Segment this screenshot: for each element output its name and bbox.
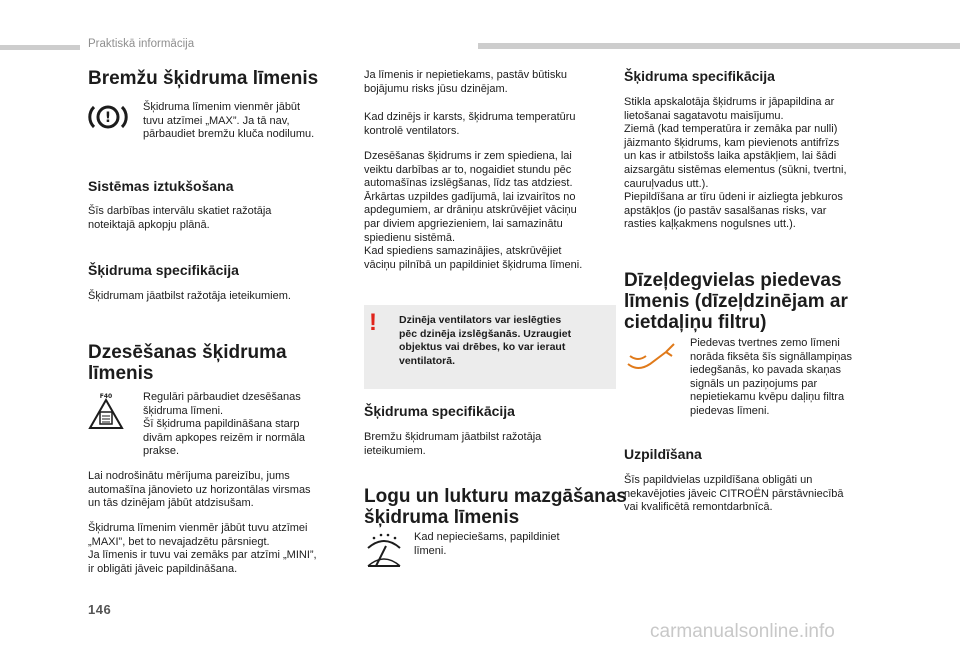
- washer-fluid-icon: [364, 532, 404, 572]
- drain-title: Sistēmas iztukšošana: [88, 178, 234, 194]
- washer-spec-title: Šķidruma specifikācija: [624, 68, 775, 84]
- brake-fluid-text: Šķidruma līmenim vienmēr jābūt tuvu atzīmei „MAX”. Ja tā nav, pārbaudiet bremžu kluča nodilumu.: [143, 101, 315, 141]
- brake-spec-text-2: Bremžu šķidrumam jāatbilst ražotāja ieteikumiem.: [364, 431, 542, 457]
- brake-fluid-title: Bremžu šķidruma līmenis: [88, 68, 319, 89]
- brake-warning-icon: [88, 100, 128, 134]
- header-bar-right: [478, 43, 960, 49]
- svg-text:F40: F40: [99, 393, 113, 400]
- warning-icon: !: [369, 309, 377, 336]
- coolant-paragraph-2: Šķidruma līmenim vienmēr jābūt tuvu atzīmei „MAXI”, bet to nevajadzētu pārsniegt. Ja līmenis ir tuvu vai zemāks par atzīmi „MINI”, ir obligāti jāveic papildināšana.: [88, 522, 317, 575]
- diesel-additive-title: Dīzeļdegvielas piedevas līmenis (dīzeļdzinējam ar cietdaļiņu filtru): [624, 270, 848, 333]
- brake-spec-text: Šķidrumam jāatbilst ražotāja ieteikumiem.: [88, 290, 291, 302]
- coolant-title: Dzesēšanas šķidruma līmenis: [88, 342, 287, 384]
- drain-text: Šīs darbības intervālu skatiet ražotāja noteiktajā apkopju plānā.: [88, 205, 272, 231]
- coolant-pressure-text: Dzesēšanas šķidrums ir zem spiediena, lai veiktu darbības ar to, nogaidiet stundu pēc automašīnas izslēgšanas, līdz tas atdziest. Ārkārtas uzpildes gadījumā, lai izvairītos no apdegumiem, ar drāniņu atskrūvējiet vāciņu par diviem apgriezieniem, lai samazinātu spiedienu sistēmā. Kad spiediens samazinājies, atskrūvējiet vāciņu pilnībā un papildiniet šķidruma līmeni.: [364, 150, 583, 271]
- section-header: Praktiskā informācija: [88, 38, 195, 50]
- diesel-additive-text: Piedevas tvertnes zemo līmeni norāda fiksēta šīs signāllampiņas iedegšanās, ko pavada skaņas signāls un paziņojums par nepietiekamu kvēpu daļiņu filtra piedevas līmeni.: [690, 337, 853, 417]
- refill-title: Uzpildīšana: [624, 446, 702, 462]
- watermark: carmanualsonline.info: [650, 621, 835, 642]
- coolant-warning-icon: [86, 392, 126, 434]
- washer-spec-text: Stikla apskalotāja šķidrums ir jāpapildina ar lietošanai sagatavotu maisījumu. Ziemā (kad temperatūra ir zemāka par nulli) jāizmanto šķidrums, kam pievienots antifrīzs un kas ir atbilstošs laika apstākļiem, lai šādi aizsargātu sistēmas elementus (sūkni, tvertni, cauruļvadus utt.). Piepildīšana ar tīru ūdeni ir aizliegta jebkuros apstākļos (jo pastāv sasalšanas risks, var rasties kaļķakmens nogulsnes utt.).: [624, 96, 847, 231]
- coolant-hot-text: Kad dzinējs ir karsts, šķidruma temperatūru kontrolē ventilators.: [364, 111, 576, 137]
- brake-spec-title: Šķidruma specifikācija: [88, 262, 239, 278]
- coolant-low-text: Ja līmenis ir nepietiekams, pastāv būtisku bojājumu risks jūsu dzinējam.: [364, 69, 567, 95]
- diesel-additive-icon: [624, 338, 678, 378]
- page-number: 146: [88, 602, 112, 617]
- header-bar-left: [0, 45, 80, 50]
- coolant-icon-text: Regulāri pārbaudiet dzesēšanas šķidruma līmeni. Šī šķidruma papildināšana starp divām apkopes reizēm ir normāla prakse.: [143, 391, 306, 458]
- coolant-paragraph-1: Lai nodrošinātu mērījuma pareizību, jums automašīna jānovieto uz horizontālas virsmas un tās dzinējam jābūt atdzisušam.: [88, 470, 311, 510]
- washer-fluid-text: Kad nepieciešams, papildiniet līmeni.: [414, 531, 560, 557]
- warning-text: Dzinēja ventilators var ieslēgties pēc dzinēja izslēgšanās. Uzraugiet objektus vai drēbes, ko var ieraut ventilatorā.: [399, 314, 572, 367]
- svg-text:!: !: [104, 110, 112, 126]
- refill-text: Šīs papildvielas uzpildīšana obligāti un nekavējoties jāveic CITROËN pārstāvniecībā vai kvalificētā remontdarbnīcā.: [624, 474, 844, 514]
- washer-fluid-title: Logu un lukturu mazgāšanas šķidruma līmenis: [364, 486, 627, 528]
- brake-spec-title-2: Šķidruma specifikācija: [364, 403, 515, 419]
